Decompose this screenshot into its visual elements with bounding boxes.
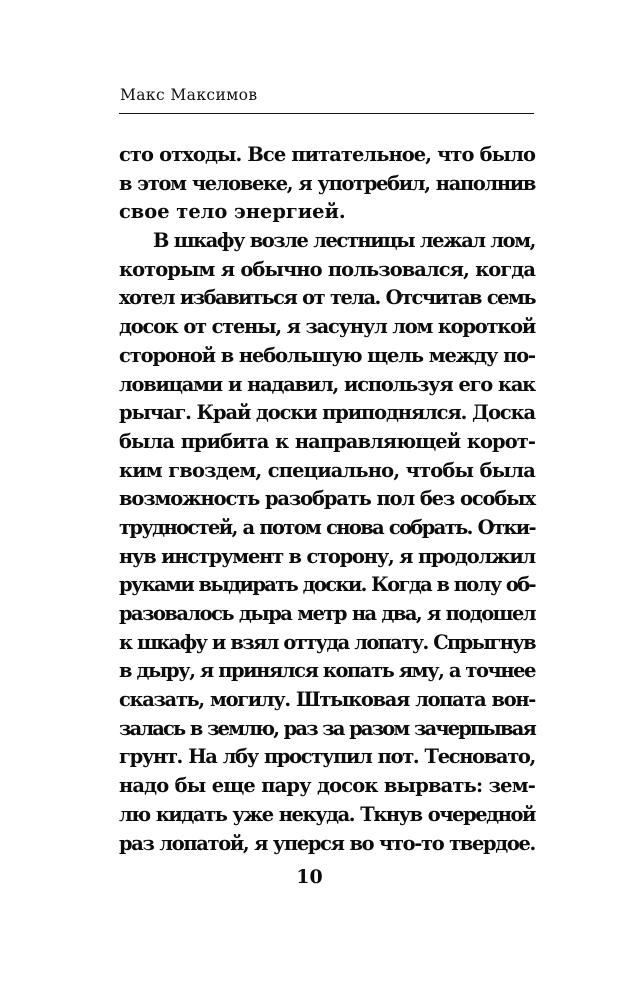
text-line: сто отходы. Все питательное, что было bbox=[119, 143, 535, 166]
header-rule bbox=[119, 113, 534, 114]
text-line: ловицами и надавил, используя его как bbox=[119, 372, 535, 396]
text-line: руками выдирать доски. Когда в полу об- bbox=[119, 573, 535, 597]
text-line: досок от стены, я засунул лом короткой bbox=[119, 315, 535, 339]
running-head-author: Макс Максимов bbox=[120, 86, 258, 104]
text-line: нув инструмент в сторону, я продолжил bbox=[119, 544, 535, 568]
text-line: свое тело энергией. bbox=[119, 200, 346, 224]
text-line: лю кидать уже некуда. Ткнув очередной bbox=[119, 802, 535, 826]
text-line: хотел избавиться от тела. Отсчитав семь bbox=[119, 286, 535, 310]
text-line: в этом человеке, я употребил, наполнив bbox=[119, 171, 535, 195]
text-line: была прибита к направляющей корот- bbox=[119, 429, 535, 453]
text-line: В шкафу возле лестницы лежал лом, bbox=[153, 229, 535, 253]
body-text bbox=[119, 141, 535, 858]
text-line: надо бы еще пару досок вырвать: зем- bbox=[119, 774, 535, 798]
text-line: залась в землю, раз за разом зачерпывая bbox=[119, 716, 535, 740]
text-line: раз лопатой, я уперся во что-то твердое. bbox=[119, 831, 535, 855]
page-number: 10 bbox=[296, 866, 323, 888]
text-line: которым я обычно пользовался, когда bbox=[119, 257, 535, 281]
text-line: в дыру, я принялся копать яму, а точнее bbox=[119, 659, 535, 683]
text-line: трудностей, а потом снова собрать. Отки- bbox=[119, 515, 535, 539]
text-line: стороной в небольшую щель между по- bbox=[119, 343, 535, 367]
text-line: грунт. На лбу проступил пот. Тесновато, bbox=[119, 745, 535, 769]
text-line: сказать, могилу. Штыковая лопата вон- bbox=[119, 688, 535, 712]
text-line: разовалось дыра метр на два, я подошел bbox=[119, 602, 535, 625]
text-line: к шкафу и взял оттуда лопату. Спрыгнув bbox=[119, 630, 535, 654]
text-line: возможность разобрать пол без особых bbox=[119, 487, 535, 511]
text-line: ким гвоздем, специально, чтобы была bbox=[119, 458, 535, 482]
text-line: рычаг. Край доски приподнялся. Доска bbox=[119, 401, 535, 425]
